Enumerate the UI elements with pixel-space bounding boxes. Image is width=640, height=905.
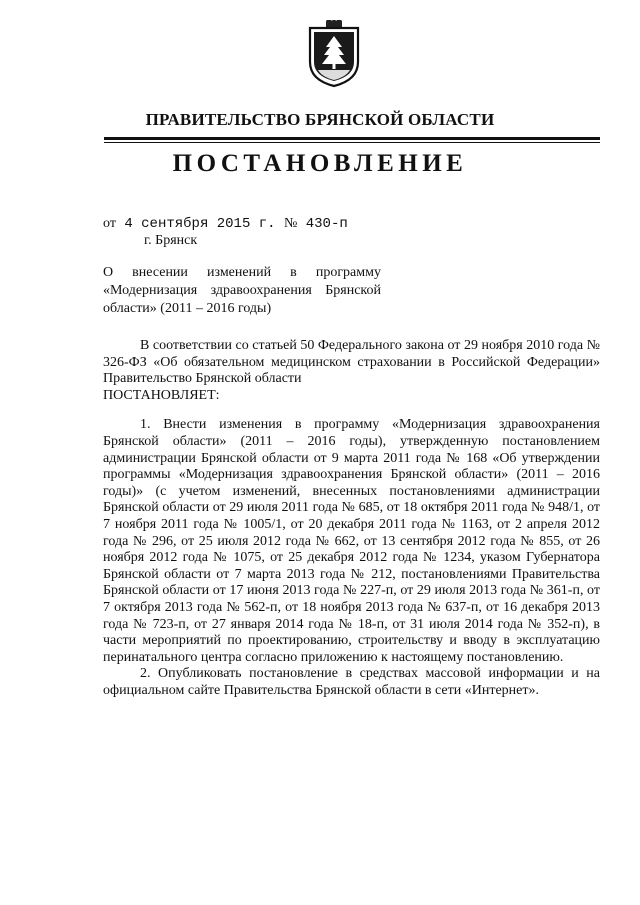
date-line <box>103 216 348 232</box>
city: г. Брянск <box>144 233 198 248</box>
preamble-paragraph: В соответствии со статьей 50 Федерального закона от 29 ноября 2010 года № 326-ФЗ «Об обязательном медицинском страховании в Российской Федерации» Правительство Брянской области <box>103 338 600 387</box>
government-title: ПРАВИТЕЛЬСТВО БРЯНСКОЙ ОБЛАСТИ <box>145 110 495 129</box>
from-label: от <box>103 216 116 231</box>
item-paragraph: 2. Опубликовать постановление в средствах массовой информации и на официальном сайте Правительства Брянской области в сети «Интернет». <box>103 666 600 698</box>
document-subject: О внесении изменений в программу «Модернизация здравоохранения Брянской области» (2011 – 2016 годы) <box>103 265 381 316</box>
item-paragraph: 1. Внести изменения в программу «Модернизация здравоохранения Брянской области» (2011 – 2016 годы), утвержденную постановлением администрации Брянской области от 9 марта 2011 года № 168 «Об утверждении программы «Модернизация здравоохранения Брянской области» (2011 – 2016 годы)» (с учетом изменений, внесенных постановлениями администрации Брянской области от 29 июля 2011 года № 685, от 18 октября 2011 года № 948/1, от 7 ноября 2011 года № 1005/1, от 20 декабря 2011 года № 1163, от 2 апреля 2012 года № 296, от 25 июля 2012 года № 662, от 13 сентября 2012 года № 855, от 26 ноября 2012 года № 1075, от 25 декабря 2012 года № 1234, указом Губернатора Брянской области от 7 марта 2013 года № 212, постановлениями Правительства Брянской области от 17 июня 2013 года № 227-п, от 29 июля 2013 года № 361-п, от 7 октября 2013 года № 562-п, от 18 ноября 2013 года № 637-п, от 16 декабря 2013 года № 723-п, от 27 января 2014 года № 18-п, от 31 июля 2014 года № 352-п), в части мероприятий по проектированию, строительству и вводу в эксплуатацию перинатального центра согласно приложению к настоящему постановлению. <box>103 417 600 665</box>
decree-word: ПОСТАНОВЛЯЕТ: <box>103 387 220 403</box>
document-number: 430-п <box>305 216 348 232</box>
coat-of-arms-icon <box>306 20 362 88</box>
document-body <box>103 338 600 699</box>
header-rule-thin <box>104 142 600 143</box>
document-type-title: ПОСТАНОВЛЕНИЕ <box>172 150 468 177</box>
number-label: № <box>283 216 298 231</box>
document-date: 4 сентября 2015 г. <box>124 216 276 232</box>
header-rule-thick <box>104 137 600 140</box>
